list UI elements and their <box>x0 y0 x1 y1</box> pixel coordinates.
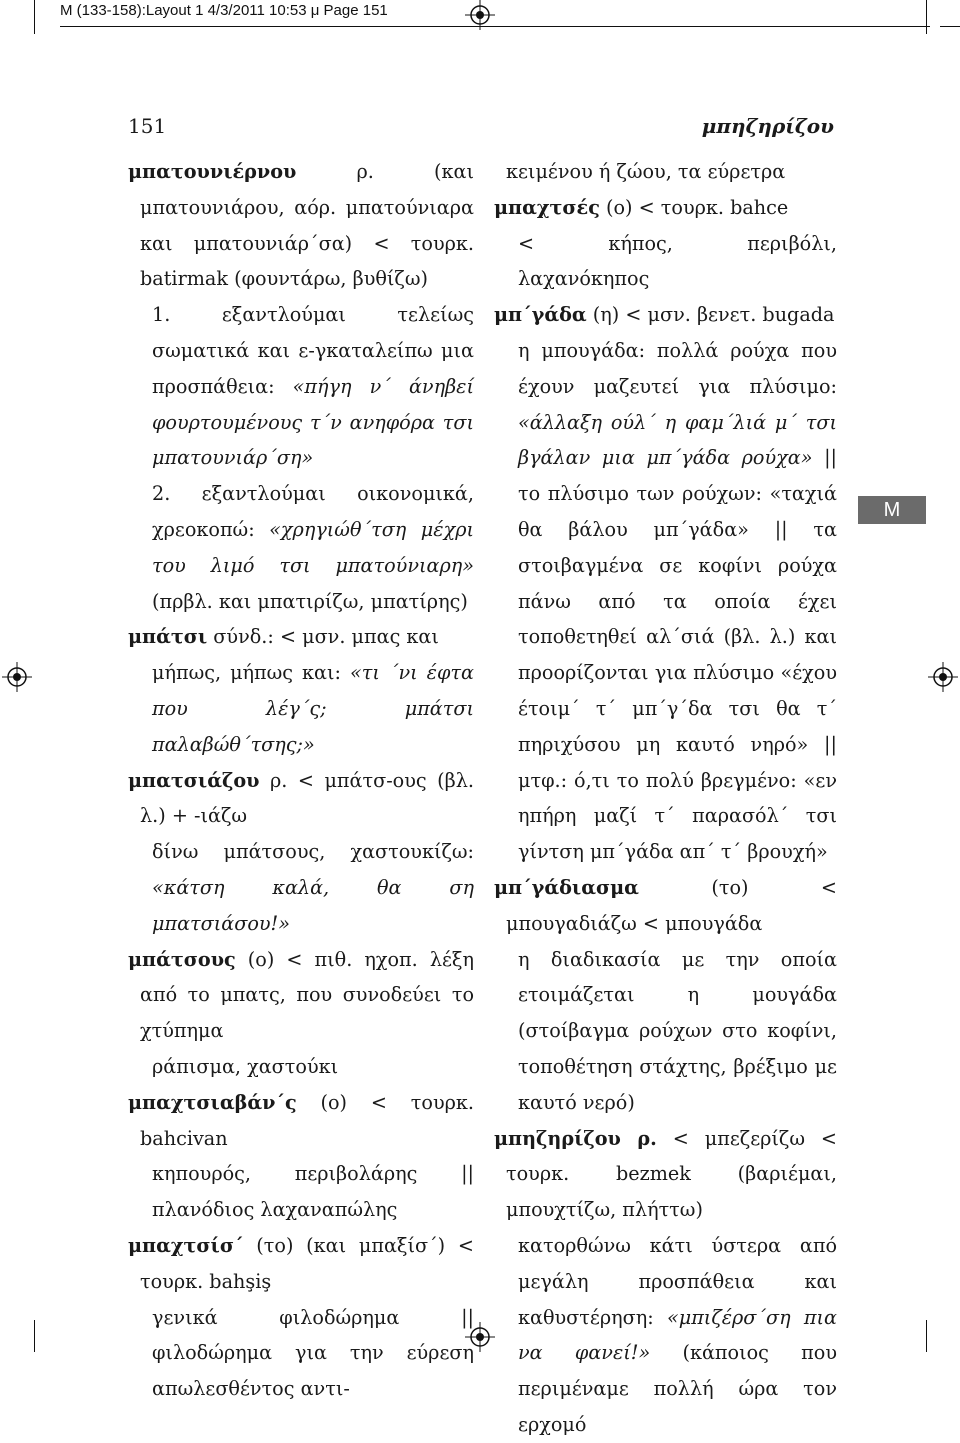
sense-definition: μήπως, μήπως και: <box>152 661 350 685</box>
entry-headword: μπαχτσές <box>494 195 600 219</box>
entry-grammar: (ο) < τουρκ. bahcivan <box>140 1090 474 1150</box>
entry-sense <box>506 1228 837 1443</box>
entry-grammar: (το) (και μπαξίσ΄) < τουρκ. bahşiş <box>140 1233 474 1293</box>
sense-example: «μπιζέρσ΄ση πια να φανεί!» <box>518 1305 837 1365</box>
entry-headword: μπ΄γάδα <box>494 303 587 327</box>
entry-sense <box>506 333 837 870</box>
registration-mark-left <box>2 662 32 692</box>
sense-definition: 2. εξαντλούμαι οικονομικά, χρεοκοπώ: <box>152 482 474 541</box>
dictionary-entry <box>128 942 474 1085</box>
dictionary-entry <box>128 619 474 762</box>
sense-definition: δίνω μπάτσους, χαστουκίζω: <box>152 840 474 864</box>
dictionary-entry <box>128 763 474 942</box>
entry-sense <box>140 297 474 476</box>
left-column <box>128 154 474 1407</box>
sense-definition: η μπουγάδα: πολλά ρούχα που έχουν μαζευτεί για πλύσιμο: <box>518 338 837 398</box>
sense-example: «πήγη ν΄ άνηβεί φουρτουμένους τ΄ν ανηφόρα τσι μπατουνιάρ΄ση» <box>152 374 474 470</box>
entry-sense <box>140 655 474 762</box>
entry-headword: μπάτσους <box>128 947 236 971</box>
sense-note: (πρβλ. και μπατιρίζω, μπατίρης) <box>152 589 468 613</box>
running-head: μπηζηρίζου <box>701 114 834 138</box>
right-column <box>494 154 837 1443</box>
dictionary-entry <box>494 190 837 297</box>
sense-definition: κηπουρός, περιβολάρης || πλανόδιος λαχαναπώλης <box>152 1162 474 1222</box>
entry-headword: μπατσιάζου <box>128 768 260 792</box>
entry-sense <box>506 942 837 1121</box>
registration-mark-right <box>928 662 958 692</box>
entry-grammar: ρ. (και μπατουνιάρου, αόρ. μπατούνιαρα και μπατουνιάρ΄σα) < τουρκ. batirmak (φουντάρω, βυθίζω) <box>140 160 474 291</box>
entry-grammar: (ο) < πιθ. ηχοπ. λέξη από το μπατς, που συνοδεύει το χτύπημα <box>140 947 474 1043</box>
dictionary-entry <box>494 870 837 1121</box>
crop-mark-top-left <box>34 0 35 34</box>
entry-headword: μπαχτσίσ΄ <box>128 1233 244 1257</box>
entry-grammar: ρ. < μπάτσ-ους (βλ. λ.) + -ιάζω <box>140 768 474 828</box>
slug-divider <box>60 26 930 27</box>
entry-headword: μπ΄γάδιασμα <box>494 875 639 899</box>
crop-mark-top-right <box>926 0 927 34</box>
entry-sense <box>140 1300 474 1407</box>
registration-mark-top <box>465 0 495 30</box>
entry-grammar: σύνδ.: < μσν. μπας και <box>207 625 439 649</box>
entry-sense <box>140 834 474 941</box>
dictionary-entry <box>128 154 474 619</box>
dictionary-entry <box>128 1228 474 1407</box>
dictionary-entry <box>494 1121 837 1443</box>
dictionary-entry <box>128 1085 474 1228</box>
entry-headword: μπηζηρίζου ρ. <box>494 1126 657 1150</box>
sense-definition: γενικά φιλοδώρημα || φιλοδώρημα για την εύρεση απωλεσθέντος αντι- <box>152 1305 474 1401</box>
print-slug: M (133-158):Layout 1 4/3/2011 10:53 μ Page 151 <box>60 2 388 19</box>
sense-definition: < κήπος, περιβόλι, λαχανόκηπος <box>518 231 837 291</box>
entry-grammar: (η) < μσν. βενετ. bugada <box>586 303 835 327</box>
entry-sense <box>140 476 474 619</box>
entry-grammar: (ο) < τουρκ. bahce <box>599 195 789 219</box>
page-number: 151 <box>128 114 167 138</box>
crop-mark-bottom-right <box>926 1320 927 1352</box>
entry-grammar: κειμένου ή ζώου, τα εύρετρα <box>506 160 786 183</box>
entry-grammar: (το) < μπουγαδιάζω < μπουγάδα <box>506 875 837 935</box>
sense-example: «άλλαξη ούλ΄ η φαμ΄λιά μ΄ τσι βγάλαν μια μπ΄γάδα ρούχα» <box>518 410 837 470</box>
entry-sense <box>140 1156 474 1228</box>
sense-note: || το πλύσιμο των ρούχων: «ταχιά θα βάλου μπ΄γάδα» || τα στοιβαγμένα σε κοφίνι ρούχα πάνω από τα οποία έχει τοποθετηθεί αλ΄σιά (βλ. λ.) και προορίζονται για πλύσιμο «έχου έτοιμ΄ τ΄ μπ΄γ΄δα τσι θα τ΄ πηριχύσου μη καυτό νηρό» || μτφ.: ό,τι το πολύ βρεγμένο: «εν ηπήρη μαζί τ΄ παρασόλ΄ τσι γίντση μπ΄γάδα απ΄ τ΄ βρουχή» <box>518 446 837 864</box>
crop-mark-bottom-left <box>34 1320 35 1352</box>
crop-mark-top-right-h <box>940 26 960 27</box>
sense-definition: 1. εξαντλούμαι τελείως σωματικά και ε-γκαταλείπω μια προσπάθεια: <box>152 303 474 398</box>
sense-definition: κατορθώνω κάτι ύστερα από μεγάλη προσπάθεια και καθυστέρηση: <box>518 1233 837 1329</box>
entry-sense <box>506 226 837 298</box>
sense-note: (κάποιος που περιμέναμε πολλή ώρα τον ερχομό <box>518 1341 837 1436</box>
entry-headword: μπαχτσιαβάν΄ς <box>128 1090 297 1114</box>
dictionary-entry <box>494 297 837 870</box>
entry-grammar: < μπεζερίζω < τουρκ. bezmek (βαριέμαι, μπουχτίζω, πλήττω) <box>506 1126 837 1222</box>
entry-headword: μπατουνιέρνου <box>128 160 297 183</box>
sense-definition: η διαδικασία με την οποία ετοιμάζεται η μουγάδα (στοίβαγμα ρούχων στο κοφίνι, τοποθέτηση στάχτης, βρέξιμο με καυτό νερό) <box>518 947 837 1114</box>
thumb-index-tab: Μ <box>858 496 926 524</box>
sense-example: «τι ΄νι έφτα που λέγ΄ς; μπάτσι παλαβώθ΄τσης;» <box>152 661 474 756</box>
sense-example: «κάτση καλά, θα ση μπατσιάσου!» <box>152 875 474 935</box>
dictionary-entry <box>494 154 837 190</box>
sense-example: «χρηγιώθ΄τση μέχρι του λιμό τσι μπατούνιαρη» <box>152 517 474 577</box>
entry-headword: μπάτσι <box>128 625 208 649</box>
sense-definition: ράπισμα, χαστούκι <box>152 1054 339 1078</box>
entry-sense <box>140 1049 474 1085</box>
